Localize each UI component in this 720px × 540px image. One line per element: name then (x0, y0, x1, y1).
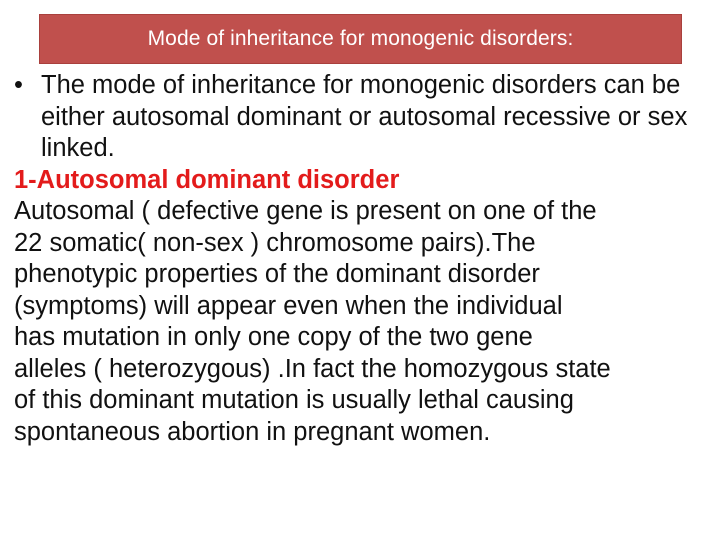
bullet-icon: • (14, 71, 23, 99)
title-banner (39, 14, 682, 64)
body-paragraph (14, 196, 704, 448)
body-line: has mutation in only one copy of the two gene (14, 323, 533, 351)
body-line: 22 somatic( non-sex ) chromosome pairs).The (14, 228, 536, 257)
body-line: (symptoms) will appear even when the individual (14, 291, 563, 320)
body-line: of this dominant mutation is usually lethal causing (14, 386, 574, 414)
body-line: alleles ( heterozygous) .In fact the homozygous state (14, 354, 611, 383)
body-line: phenotypic properties of the dominant disorder (14, 260, 540, 288)
bullet-text: The mode of inheritance for monogenic disorders can be either autosomal dominant or autosomal recessive or sex linked. (41, 71, 688, 162)
bullet-item (14, 70, 704, 165)
body-line: spontaneous abortion in pregnant women. (14, 417, 491, 446)
slide-content (14, 70, 704, 448)
slide-title: Mode of inheritance for monogenic disorders: (147, 27, 574, 50)
body-line: Autosomal ( defective gene is present on one of the (14, 197, 597, 225)
section-heading: 1-Autosomal dominant disorder (14, 165, 400, 194)
